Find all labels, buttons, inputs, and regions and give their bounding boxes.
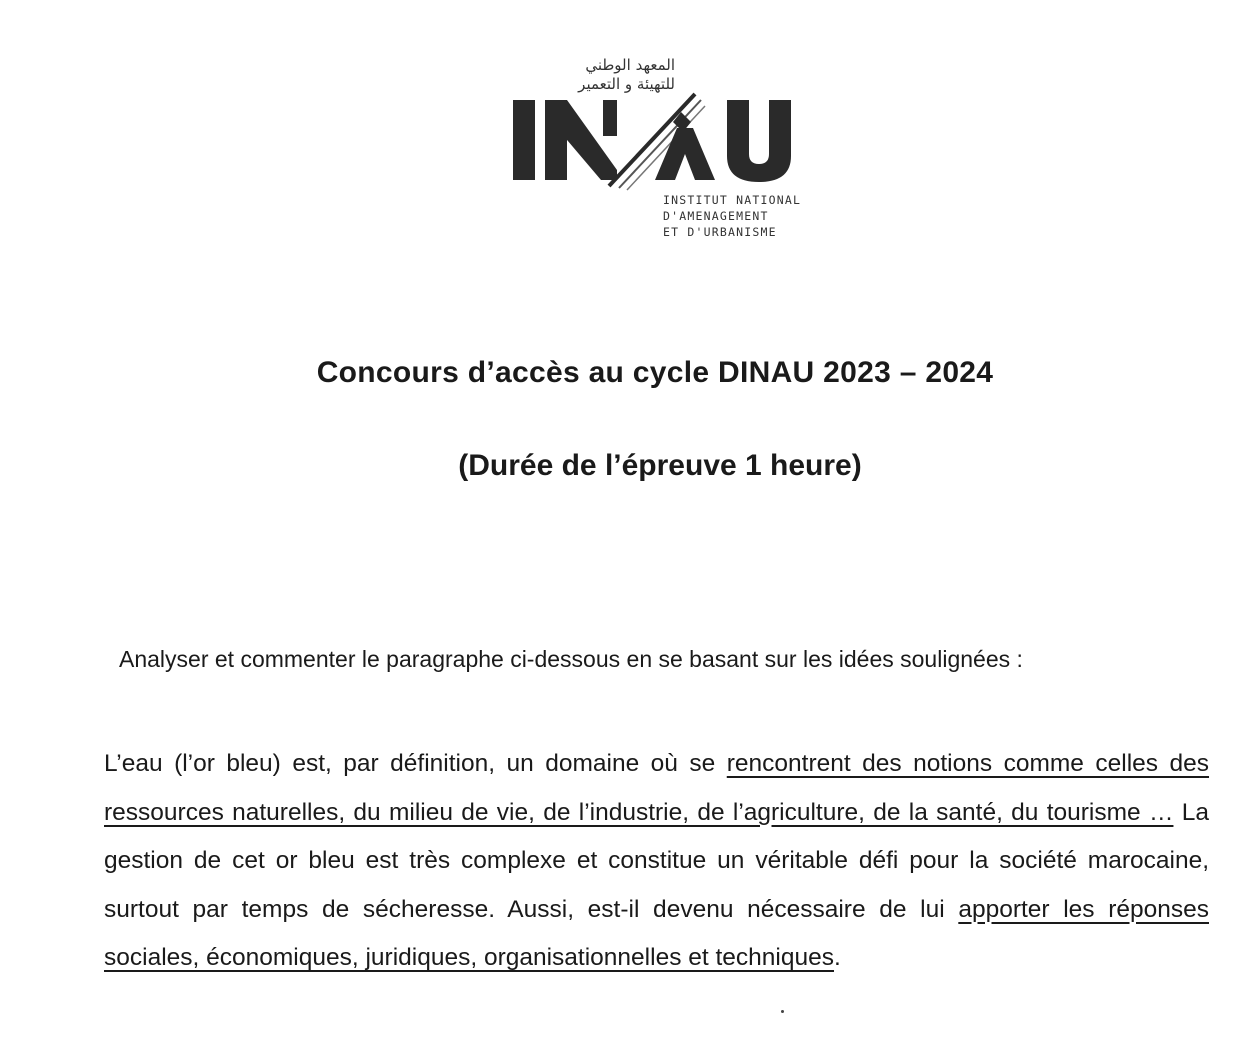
underlined-idea: rencontrent des notions comme celles des ressources naturelles, du milieu de vie, de l’industrie, de l’agriculture, de la santé, du tourisme … (104, 750, 1210, 826)
paragraph-text-segment: L’eau (l’or bleu) est, par définition, un domaine où se (104, 750, 727, 777)
inau-logo (505, 52, 815, 252)
logo-arabic-text (515, 56, 675, 94)
exam-title: Concours d’accès au cycle DINAU 2023 – 2024 (316, 356, 994, 389)
logo-subtitle (663, 192, 801, 240)
exam-duration: (Durée de l’épreuve 1 heure) (458, 449, 862, 482)
underlined-idea: apporter les réponses sociales, économiques, juridiques, organisationnelles et techniques (104, 895, 1209, 971)
logo-subtitle-line-1: INSTITUT NATIONAL (663, 193, 802, 207)
logo-subtitle-line-2: D'AMENAGEMENT (663, 209, 769, 223)
logo-arabic-line-2: للتهيئة و التعمير (578, 75, 675, 93)
exam-instruction: Analyser et commenter le paragraphe ci-dessous en se basant sur les idées soulignées : (119, 646, 1023, 672)
paragraph-text-segment: . (834, 944, 841, 971)
paragraph-text-segment: La gestion de cet or bleu est très complexe et constitue un véritable défi pour la société marocaine, surtout par temps de sécheresse. Aussi, est-il devenu nécessaire de lui (104, 798, 1209, 923)
logo-subtitle-line-3: ET D'URBANISME (663, 225, 777, 239)
exam-paragraph (104, 740, 1209, 983)
logo-arabic-line-1: المعهد الوطني (585, 56, 675, 74)
scan-speck (781, 1010, 784, 1013)
inau-wordmark (505, 92, 815, 197)
